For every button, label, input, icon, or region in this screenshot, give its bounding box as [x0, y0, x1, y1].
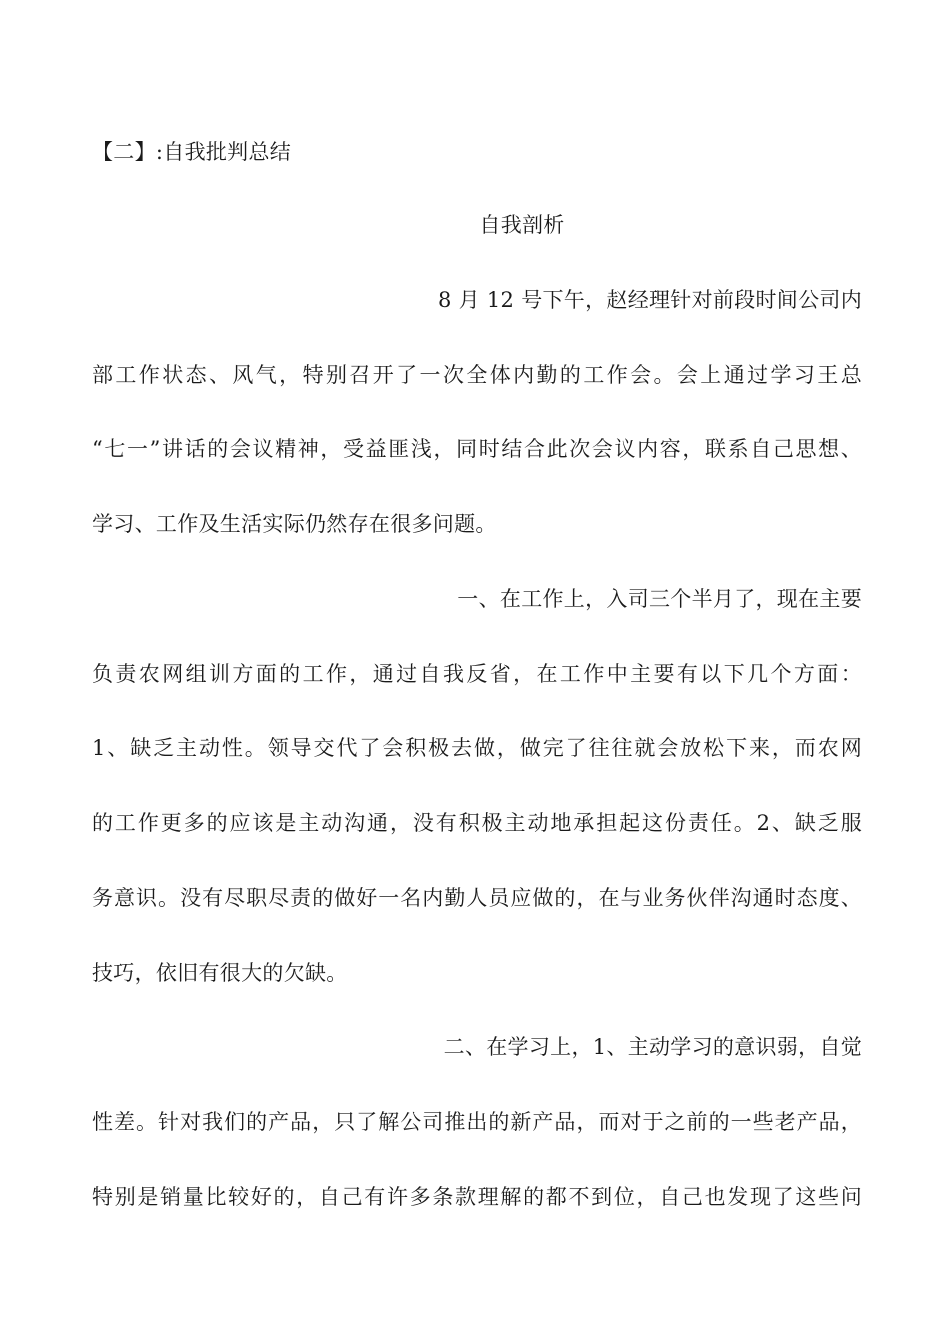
paragraph-line: 1、缺乏主动性。领导交代了会积极去做，做完了往往就会放松下来，而农网 [92, 736, 862, 760]
paragraph-line: 务意识。没有尽职尽责的做好一名内勤人员应做的，在与业务伙伴沟通时态度、 [92, 886, 862, 910]
paragraph-line: 一、在工作上，入司三个半月了，现在主要 [457, 587, 862, 611]
paragraph-line: 特别是销量比较好的，自己有许多条款理解的都不到位，自己也发现了这些问 [92, 1185, 862, 1209]
paragraph-line: “七一”讲话的会议精神，受益匪浅，同时结合此次会议内容，联系自己思想、 [92, 437, 862, 461]
paragraph-line: 8 月 12 号下午，赵经理针对前段时间公司内 [437, 288, 862, 312]
paragraph-line: 技巧，依旧有很大的欠缺。 [92, 961, 348, 985]
section-heading: 【二】:自我批判总结 [92, 140, 292, 164]
paragraph-line: 性差。针对我们的产品，只了解公司推出的新产品，而对于之前的一些老产品， [92, 1110, 862, 1134]
document-title: 自我剖析 [479, 213, 565, 237]
paragraph-line: 负责农网组训方面的工作，通过自我反省，在工作中主要有以下几个方面： [92, 662, 862, 686]
paragraph-line: 学习、工作及生活实际仍然存在很多问题。 [92, 512, 497, 536]
paragraph-line: 部工作状态、风气，特别召开了一次全体内勤的工作会。会上通过学习王总 [92, 363, 862, 387]
paragraph-line: 的工作更多的应该是主动沟通，没有积极主动地承担起这份责任。2、缺乏服 [92, 811, 862, 835]
paragraph-line: 二、在学习上，1、主动学习的意识弱，自觉 [443, 1035, 862, 1059]
